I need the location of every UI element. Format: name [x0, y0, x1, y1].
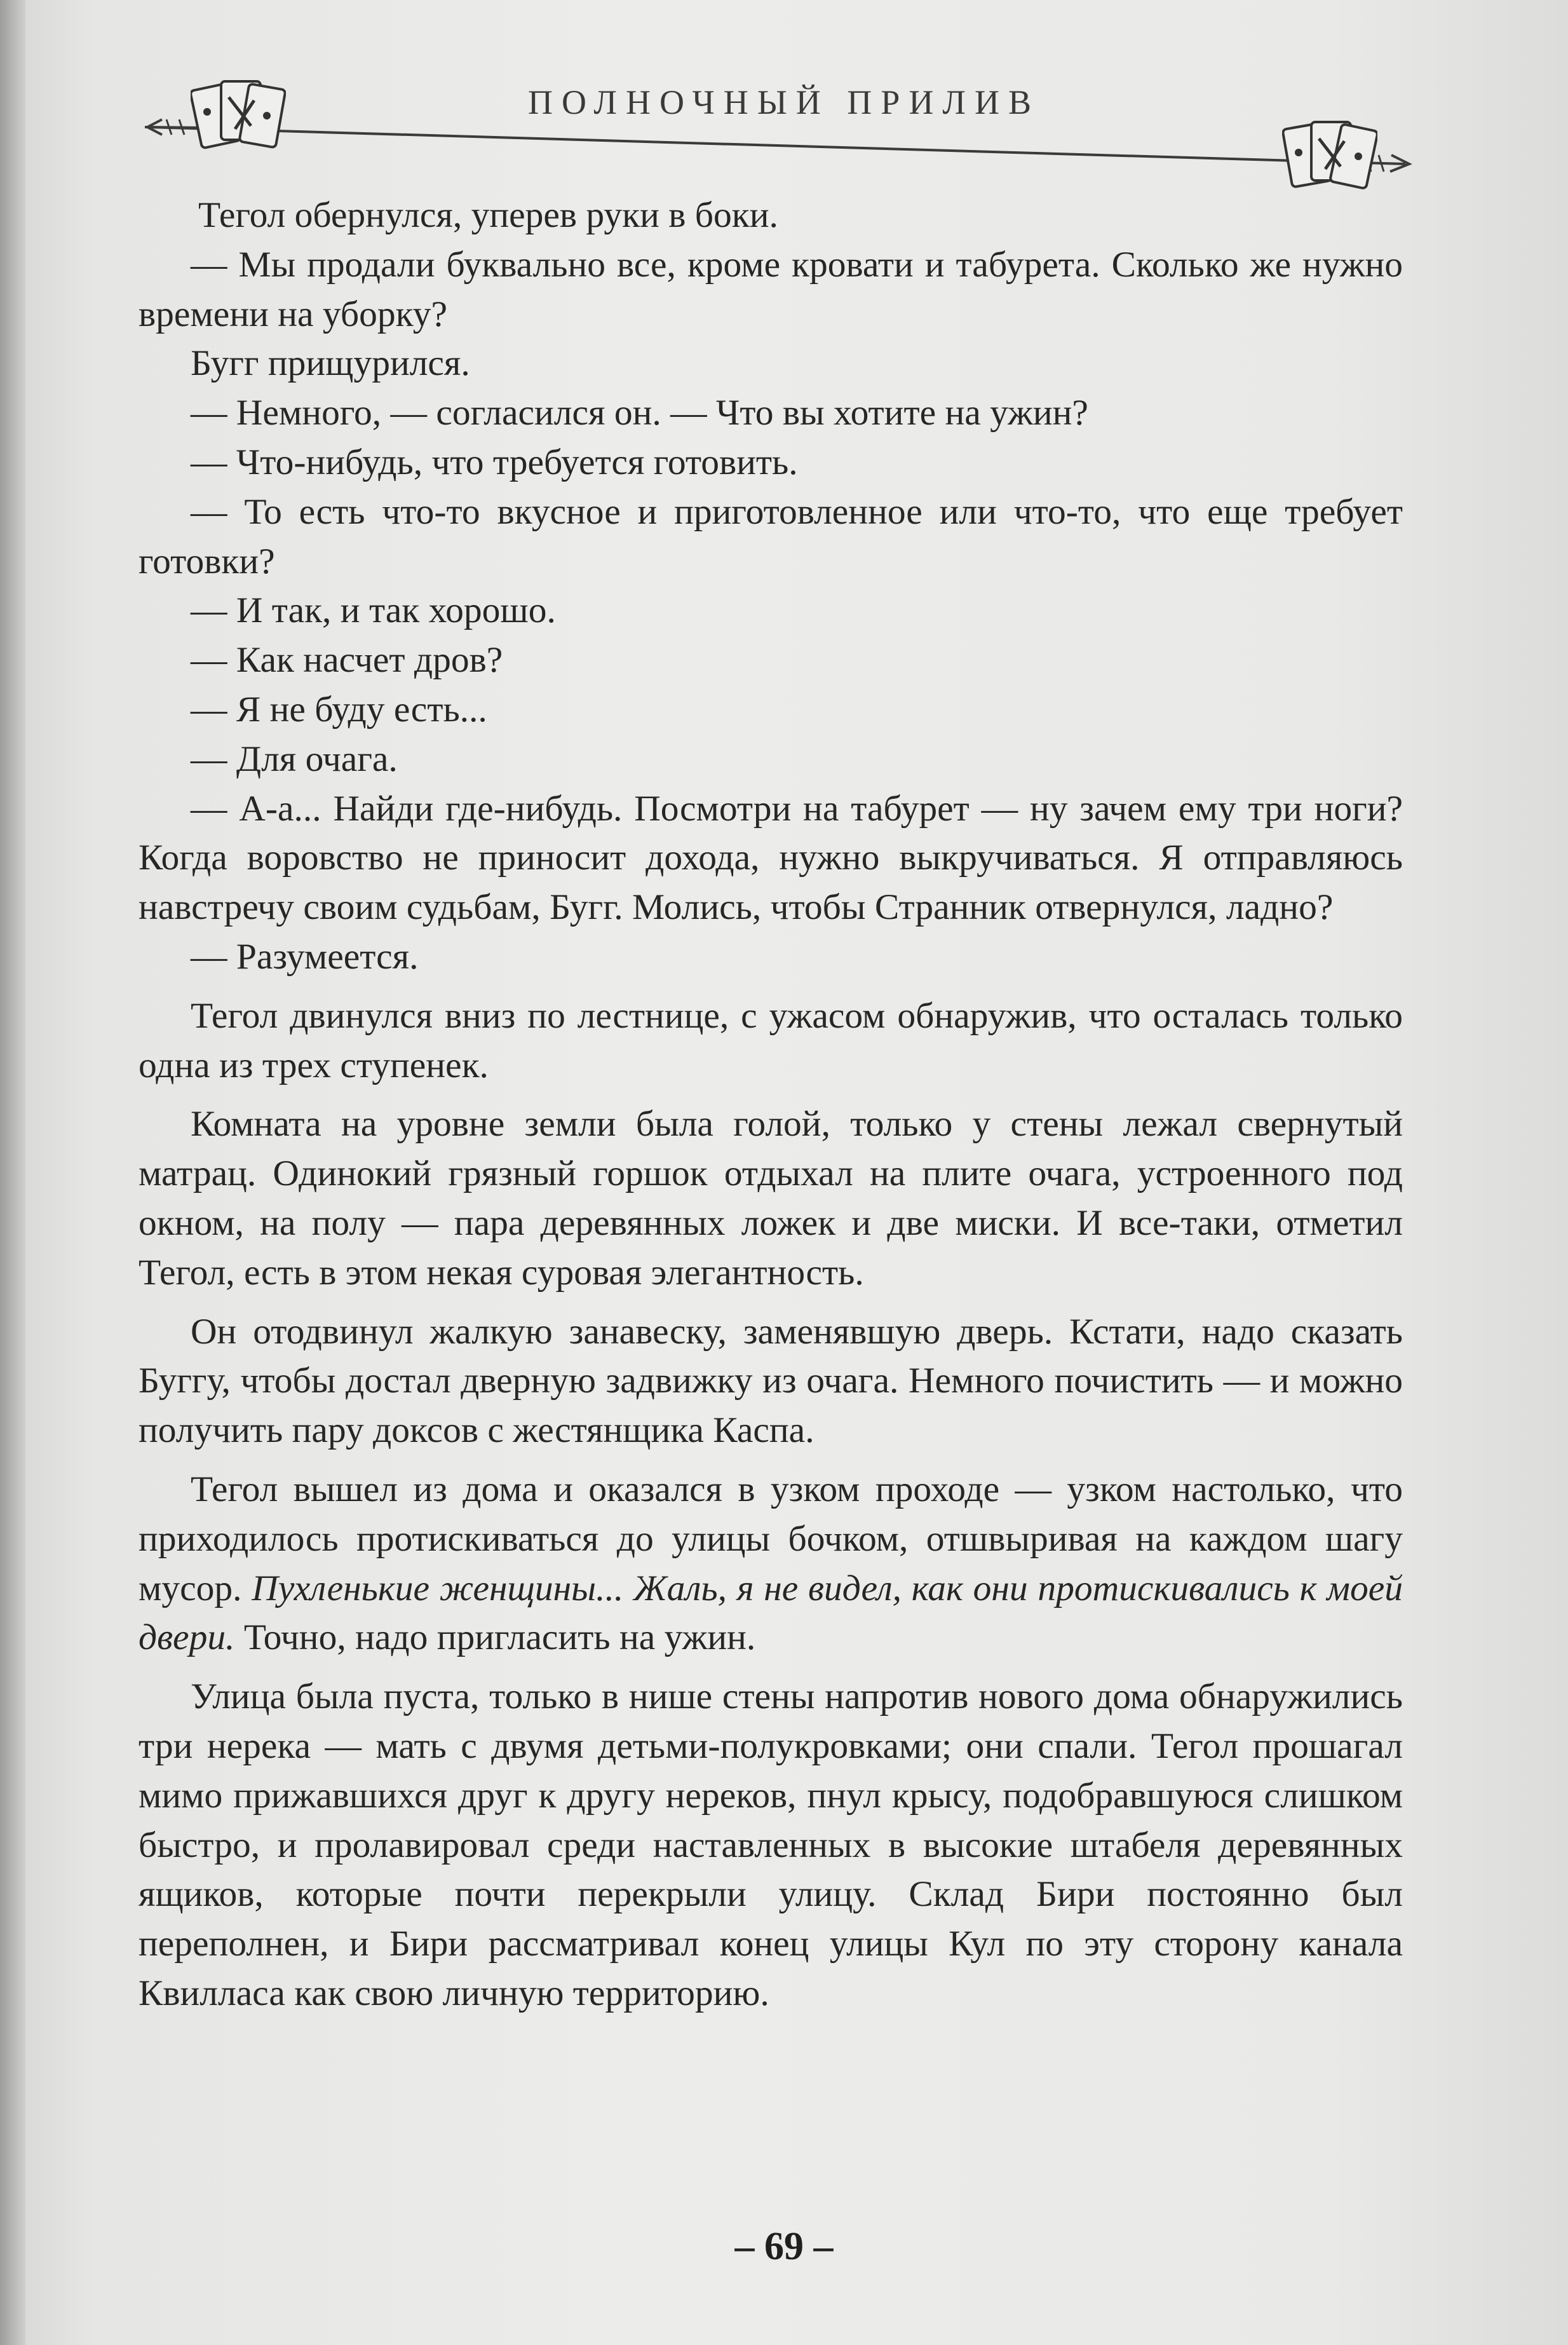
- paragraph-text: Тегол вышел из дома и оказался в узком проходе — узком настолько, что приходилось протискиваться до улицы бочком, отшвыривая на каждом шагу мусор.: [139, 1469, 1403, 1608]
- paragraph-text: Точно, надо пригласить на ужин.: [243, 1617, 756, 1658]
- paragraph: — Что-нибудь, что требуется готовить.: [191, 442, 798, 482]
- paragraph: — А-а... Найди где-нибудь. Посмотри на табурет — ну зачем ему три ноги? Когда воровство не приносит дохода, нужно выкручиваться. Я отправляюсь навстречу своим судьбам, Бугг. Молись, чтобы Странник отвернулся, ладно?: [139, 788, 1403, 928]
- running-title: ПОЛНОЧНЫЙ ПРИЛИВ: [528, 83, 1040, 121]
- paragraph: Тегол обернулся, уперев руки в боки.: [198, 195, 778, 235]
- paragraph: — Для очага.: [191, 738, 398, 779]
- paragraph: Улица была пуста, только в нише стены напротив нового дома обнаружились три нерека — мать с двумя детьми-полукровками; они спали. Тегол прошагал мимо прижавшихся друг к другу нереков, пнул крысу, подобравшуюся слишком быстро, и пролавировал среди наставленных в высокие штабеля деревянных ящиков, которые почти перекрыли улицу. Склад Бири постоянно был переполнен, и Бири рассматривал конец улицы Кул по эту сторону канала Квилласа как свою личную территорию.: [139, 1676, 1403, 2013]
- paragraph: Он отодвинул жалкую занавеску, заменявшую дверь. Кстати, надо сказать Буггу, чтобы достал дверную задвижку из очага. Немного почистить — и можно получить пару доксов с жестянщика Каспа.: [139, 1311, 1403, 1451]
- playing-cards-icon: [1282, 114, 1377, 197]
- page-number: – 69 –: [734, 2225, 834, 2268]
- paragraph: [139, 1465, 1403, 1662]
- paragraph: — Немного, — согласился он. — Что вы хотите на ужин?: [191, 393, 1088, 433]
- paragraph: — Я не буду есть...: [191, 689, 487, 730]
- paragraph: — Как насчет дров?: [191, 640, 503, 681]
- running-header: [0, 0, 1568, 210]
- paragraph: — То есть что-то вкусное и приготовленное или что-то, что еще требует готовки?: [139, 491, 1403, 581]
- paragraph: — Разумеется.: [191, 936, 419, 977]
- italic-thought: Пухленькие женщины... Жаль, я не видел, как они протискивались к моей двери.: [139, 1568, 1403, 1658]
- paragraph: Комната на уровне земли была голой, только у стены лежал свернутый матрац. Одинокий грязный горшок отдыхал на плите очага, устроенного под окном, на полу — пара деревянных ложек и две миски. И все-таки, отметил Тегол, есть в этом некая суровая элегантность.: [139, 1104, 1403, 1293]
- paragraph: Бугг прищурился.: [191, 343, 470, 384]
- paragraph: — И так, и так хорошо.: [191, 590, 556, 631]
- paragraph: — Мы продали буквально все, кроме кровати и табурета. Сколько же нужно времени на уборку?: [139, 244, 1403, 334]
- body-text: [139, 191, 1403, 2018]
- paragraph: Тегол двинулся вниз по лестнице, с ужасом обнаружив, что осталась только одна из трех ступенек.: [139, 995, 1403, 1085]
- page-spine-shadow: [0, 0, 25, 2345]
